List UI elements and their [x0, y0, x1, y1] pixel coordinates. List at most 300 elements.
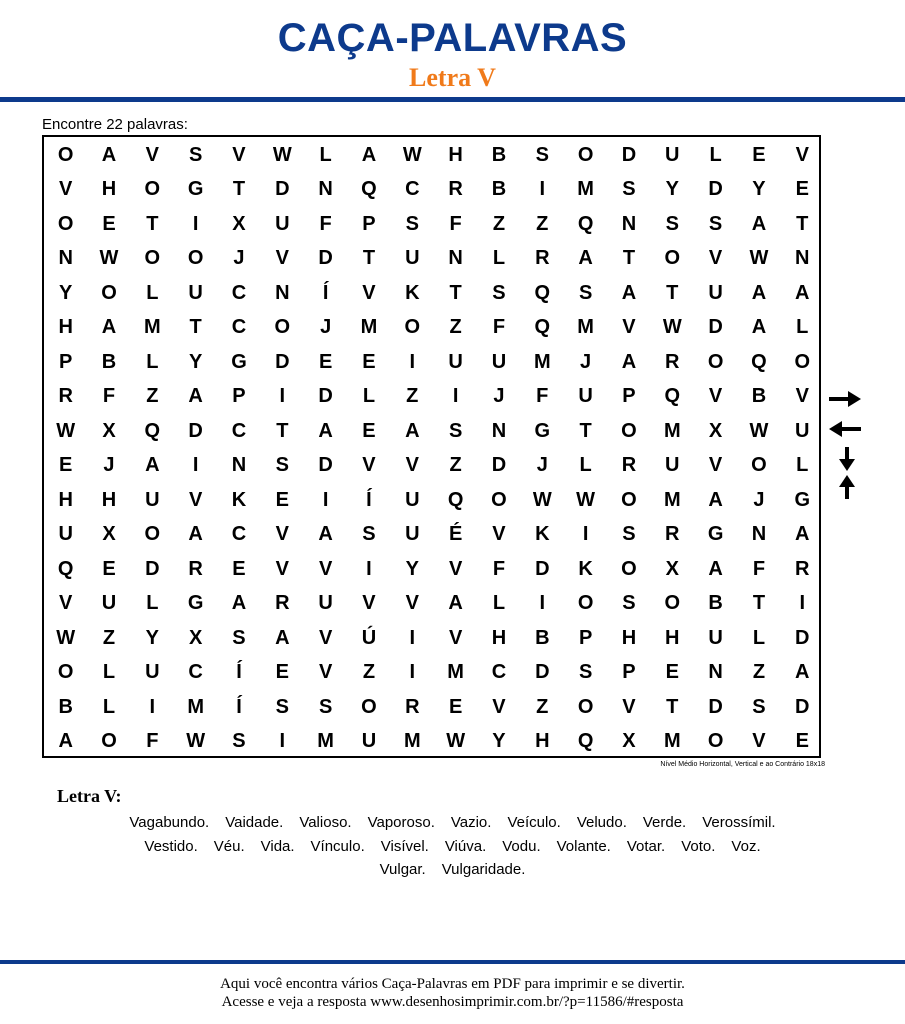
arrow-up-icon [838, 474, 856, 500]
grid-letter: N [751, 523, 767, 545]
grid-letter: A [318, 419, 333, 442]
grid-letter: G [794, 488, 811, 511]
grid-letter: S [275, 454, 289, 476]
grid-letter: T [666, 281, 679, 304]
grid-letter: Í [236, 661, 242, 683]
grid-letter: Q [447, 488, 464, 511]
grid-letter: R [188, 557, 203, 580]
page-title: CAÇA-PALAVRAS [277, 16, 628, 60]
grid-letter: E [318, 350, 333, 373]
grid-letter: Z [146, 385, 159, 407]
grid-letter: Z [536, 695, 549, 718]
grid-letter: O [361, 695, 377, 718]
grid-letter: A [795, 523, 810, 545]
grid-letter: S [752, 695, 766, 718]
grid-letter: E [362, 419, 376, 442]
grid-letter: I [192, 212, 199, 235]
grid-letter: S [622, 178, 636, 200]
level-note: Nível Médio Horizontal, Vertical e ao Contrário 18x18 [660, 761, 825, 768]
grid-letter: A [751, 281, 767, 304]
grid-letter: F [102, 385, 116, 407]
grid-letter: M [533, 350, 551, 373]
grid-letter: D [535, 557, 550, 580]
grid-letter: F [492, 316, 506, 338]
grid-letter: L [796, 316, 809, 338]
grid-letter: X [232, 212, 246, 235]
grid-letter: A [795, 281, 810, 304]
grid-letter: P [58, 350, 73, 373]
grid-letter: V [492, 523, 506, 545]
grid-letter: B [491, 178, 507, 200]
grid-letter: A [405, 419, 420, 442]
grid-letter: N [58, 247, 73, 269]
grid-letter: O [707, 730, 724, 752]
grid-letter: O [577, 695, 594, 718]
grid-letter: V [362, 281, 376, 304]
grid-letter: O [101, 281, 117, 304]
grid-letter: E [448, 695, 463, 718]
grid-letter: T [146, 212, 159, 235]
grid-letter: O [144, 523, 161, 545]
grid-letter: K [405, 281, 420, 304]
grid-letter: D [621, 143, 637, 166]
grid-letter: S [708, 212, 723, 235]
grid-letter: O [621, 557, 637, 580]
grid-letter: U [405, 523, 420, 545]
header-divider [0, 97, 905, 102]
grid-letter: M [187, 695, 204, 718]
grid-letter: J [103, 454, 115, 476]
grid-letter: A [275, 626, 290, 649]
grid-letter: Y [752, 178, 766, 200]
footer-line-1: Aqui você encontra vários Caça-Palavras em PDF para imprimir e se divertir. [220, 976, 685, 992]
grid-letter: L [102, 695, 116, 718]
grid-letter: C [405, 178, 420, 200]
grid-letter: D [795, 626, 810, 649]
grid-letter: Z [362, 661, 376, 683]
grid-letter: L [102, 661, 116, 683]
grid-letter: Í [236, 695, 242, 718]
grid-letter: I [452, 385, 459, 407]
grid-letter: V [318, 626, 333, 649]
word-list-line-3 [0, 860, 905, 880]
grid-letter: H [535, 730, 550, 752]
grid-letter: V [58, 178, 73, 200]
grid-letter: S [578, 281, 593, 304]
grid-letter: H [101, 488, 117, 511]
grid-letter: D [275, 350, 290, 373]
grid-letter: J [320, 316, 332, 338]
grid-letter: L [146, 281, 159, 304]
grid-letter: I [192, 454, 199, 476]
word-item: Vestido. [144, 838, 198, 855]
grid-letter: Z [406, 385, 419, 407]
grid-letter: V [752, 730, 766, 752]
word-item: Vagabundo. [129, 814, 210, 831]
grid-letter: U [708, 281, 723, 304]
grid-letter: V [622, 316, 636, 338]
grid-letter: R [795, 557, 810, 580]
grid-letter: V [188, 488, 203, 511]
grid-letter: O [577, 143, 594, 166]
word-list-line-1 [0, 813, 905, 833]
grid-letter: U [578, 385, 593, 407]
word-item: Veludo. [576, 814, 627, 831]
grid-letter: V [362, 454, 376, 476]
word-list-heading: Letra V: [57, 786, 122, 806]
grid-letter: O [144, 178, 161, 200]
grid-letter: S [232, 730, 246, 752]
grid-letter: N [708, 661, 723, 683]
grid-letter: W [56, 419, 76, 442]
grid-letter: D [708, 178, 723, 200]
word-item: Voz. [731, 838, 761, 855]
grid-letter: O [664, 247, 681, 269]
grid-letter: Z [449, 454, 462, 476]
grid-letter: G [187, 592, 204, 614]
grid-letter: R [58, 385, 73, 407]
grid-letter: L [796, 454, 809, 476]
grid-letter: V [232, 143, 246, 166]
grid-letter: T [189, 316, 202, 338]
grid-letter: S [362, 523, 376, 545]
grid-letter: F [449, 212, 462, 235]
grid-letter: A [188, 523, 203, 545]
grid-letter: X [622, 730, 636, 752]
grid-letter: P [362, 212, 376, 235]
grid-letter: K [535, 523, 550, 545]
grid-letter: F [752, 557, 766, 580]
grid-letter: L [709, 143, 722, 166]
grid-letter: S [578, 661, 593, 683]
grid-letter: É [448, 523, 463, 545]
grid-letter: E [102, 212, 116, 235]
grid-letter: H [448, 143, 463, 166]
grid-letter: V [708, 247, 723, 269]
grid-letter: S [275, 695, 289, 718]
grid-letter: R [275, 592, 290, 614]
grid-letter: N [231, 454, 247, 476]
grid-letter: D [145, 557, 160, 580]
grid-letter: W [186, 730, 206, 752]
grid-letter: N [621, 212, 637, 235]
grid-letter: T [276, 419, 289, 442]
grid-letter: F [536, 385, 549, 407]
grid-letter: A [361, 143, 377, 166]
grid-letter: B [751, 385, 767, 407]
grid-letter: X [665, 557, 679, 580]
grid-letter: K [231, 488, 247, 511]
grid-letter: O [621, 419, 637, 442]
grid-letter: U [101, 592, 117, 614]
arrow-down-icon [838, 446, 856, 472]
grid-letter: L [319, 143, 332, 166]
grid-letter: C [231, 523, 247, 545]
grid-letter: B [101, 350, 117, 373]
grid-letter: E [102, 557, 116, 580]
grid-letter: O [57, 661, 74, 683]
grid-letter: U [145, 488, 160, 511]
grid-letter: L [492, 247, 506, 269]
grid-letter: Y [58, 281, 73, 304]
footer-divider [0, 960, 905, 964]
grid-letter: E [362, 350, 376, 373]
grid-letter: A [188, 385, 203, 407]
grid-letter: Y [145, 626, 159, 649]
grid-letter: O [187, 247, 204, 269]
grid-letter: V [145, 143, 159, 166]
grid-letter: M [663, 730, 681, 752]
grid-letter: F [319, 212, 332, 235]
grid-letter: Ú [361, 626, 377, 649]
grid-letter: O [794, 350, 811, 373]
grid-letter: Í [322, 281, 329, 304]
grid-letter: M [577, 316, 594, 338]
grid-letter: R [621, 454, 637, 476]
grid-letter: I [582, 523, 589, 545]
grid-letter: W [272, 143, 292, 166]
grid-letter: N [318, 178, 333, 200]
grid-letter: L [146, 350, 159, 373]
grid-letter: E [665, 661, 679, 683]
word-item: Valioso. [299, 814, 352, 831]
grid-letter: I [279, 730, 286, 752]
grid-letter: G [534, 419, 551, 442]
grid-letter: U [188, 281, 203, 304]
grid-letter: D [188, 419, 203, 442]
grid-letter: W [749, 247, 769, 269]
grid-letter: S [318, 695, 333, 718]
grid-letter: V [795, 385, 809, 407]
grid-letter: O [57, 212, 74, 235]
grid-letter: J [493, 385, 505, 407]
grid-letter: Q [361, 178, 377, 200]
grid-letter: I [149, 695, 156, 718]
word-item: Vaporoso. [367, 814, 435, 831]
word-item: Vínculo. [310, 838, 365, 855]
grid-letter: D [318, 454, 333, 476]
grid-letter: W [446, 730, 466, 752]
grid-letter: U [405, 247, 420, 269]
grid-letter: B [535, 626, 550, 649]
grid-letter: Q [664, 385, 681, 407]
grid-letter: O [491, 488, 507, 511]
grid-letter: M [663, 419, 681, 442]
grid-letter: B [58, 695, 73, 718]
grid-letter: N [448, 247, 463, 269]
grid-letter: S [448, 419, 463, 442]
grid-letter: Z [752, 661, 766, 683]
grid-letter: M [143, 316, 161, 338]
grid-letter: M [577, 178, 594, 200]
grid-letter: L [146, 592, 159, 614]
grid-letter: V [362, 592, 376, 614]
grid-letter: I [409, 626, 416, 649]
grid-letter: Z [102, 626, 116, 649]
grid-letter: A [621, 350, 637, 373]
grid-letter: I [539, 592, 546, 614]
grid-letter: V [708, 385, 723, 407]
grid-letter: D [491, 454, 507, 476]
grid-letter: S [665, 212, 679, 235]
grid-letter: C [231, 316, 247, 338]
grid-letter: T [232, 178, 246, 200]
grid-letter: O [751, 454, 767, 476]
grid-letter: P [232, 385, 246, 407]
grid-letter: V [492, 695, 506, 718]
grid-letter: Í [366, 488, 372, 511]
grid-letter: W [532, 488, 552, 511]
grid-letter: U [58, 523, 73, 545]
grid-letter: A [621, 281, 637, 304]
word-item: Véu. [213, 838, 245, 855]
grid-letter: U [665, 454, 680, 476]
grid-letter: J [580, 350, 592, 373]
grid-letter: A [795, 661, 810, 683]
grid-letter: F [146, 730, 159, 752]
grid-letter: T [362, 247, 376, 269]
grid-letter: L [362, 385, 376, 407]
grid-letter: I [409, 350, 416, 373]
grid-letter: X [102, 523, 116, 545]
grid-letter: S [622, 523, 636, 545]
grid-letter: P [578, 626, 593, 649]
grid-letter: M [403, 730, 421, 752]
grid-letter: F [492, 557, 506, 580]
word-item: Vaidade. [225, 814, 284, 831]
grid-letter: A [145, 454, 160, 476]
grid-letter: N [491, 419, 507, 442]
grid-letter: E [795, 178, 809, 200]
grid-letter: A [101, 316, 117, 338]
grid-letter: T [752, 592, 766, 614]
grid-letter: U [318, 592, 333, 614]
grid-letter: W [576, 488, 596, 511]
word-item: Verossímil. [702, 814, 776, 831]
grid-letter: U [491, 350, 507, 373]
grid-letter: V [275, 523, 289, 545]
grid-letter: Q [751, 350, 767, 373]
grid-letter: V [448, 626, 463, 649]
grid-letter: H [491, 626, 507, 649]
grid-letter: W [662, 316, 682, 338]
grid-letter: O [621, 488, 637, 511]
footer-line-2: Acesse e veja a resposta www.desenhosimprimir.com.br/?p=11586/#resposta [221, 994, 684, 1010]
grid-letter: M [663, 488, 681, 511]
grid-letter: O [274, 316, 291, 338]
word-list-line-2 [0, 837, 905, 857]
grid-letter: D [318, 385, 333, 407]
word-item: Vodu. [502, 838, 541, 855]
grid-letter: I [366, 557, 372, 580]
grid-letter: A [708, 488, 723, 511]
grid-letter: Z [492, 212, 506, 235]
grid-letter: K [578, 557, 593, 580]
grid-letter: X [102, 419, 116, 442]
grid-letter: X [188, 626, 203, 649]
grid-letter: Q [144, 419, 161, 442]
grid-letter: M [360, 316, 378, 338]
grid-letter: J [753, 488, 765, 511]
grid-letter: G [231, 350, 247, 373]
grid-letter: A [101, 143, 117, 166]
grid-letter: O [404, 316, 421, 338]
grid-letter: Q [577, 212, 594, 235]
grid-letter: H [101, 178, 117, 200]
letter-grid [42, 135, 821, 758]
grid-letter: V [405, 454, 419, 476]
grid-letter: Z [449, 316, 462, 338]
grid-letter: D [708, 316, 723, 338]
word-item: Visível. [380, 838, 429, 855]
page-subtitle: Letra V [409, 63, 496, 92]
word-item: Voto. [681, 838, 716, 855]
grid-letter: W [56, 626, 76, 649]
grid-letter: Y [492, 730, 506, 752]
grid-letter: A [231, 592, 247, 614]
grid-letter: O [664, 592, 681, 614]
grid-letter: I [322, 488, 329, 511]
grid-letter: T [666, 695, 679, 718]
grid-letter: A [448, 592, 463, 614]
grid-letter: S [188, 143, 203, 166]
grid-letter: T [579, 419, 592, 442]
grid-letter: D [275, 178, 290, 200]
grid-letter: S [492, 281, 506, 304]
arrow-left-icon [828, 420, 862, 438]
grid-letter: L [492, 592, 506, 614]
grid-letter: O [57, 143, 74, 166]
grid-letter: C [188, 661, 203, 683]
grid-letter: V [318, 661, 333, 683]
grid-letter: M [447, 661, 464, 683]
word-item: Vida. [260, 838, 295, 855]
grid-letter: U [795, 419, 810, 442]
grid-letter: G [707, 523, 724, 545]
grid-letter: D [318, 247, 333, 269]
grid-letter: C [491, 661, 507, 683]
word-item: Viúva. [444, 838, 487, 855]
grid-letter: L [752, 626, 766, 649]
grid-letter: D [795, 695, 810, 718]
grid-letter: A [318, 523, 333, 545]
grid-letter: J [233, 247, 245, 269]
grid-letter: V [275, 557, 289, 580]
grid-letter: H [58, 488, 73, 511]
grid-letter: H [665, 626, 680, 649]
grid-letter: M [317, 730, 334, 752]
word-item: Veículo. [507, 814, 561, 831]
grid-letter: O [101, 730, 117, 752]
grid-letter: U [361, 730, 377, 752]
grid-letter: V [448, 557, 463, 580]
grid-letter: O [707, 350, 724, 373]
grid-letter: I [409, 661, 416, 683]
grid-letter: A [58, 730, 73, 752]
grid-letter: R [535, 247, 550, 269]
grid-letter: V [405, 592, 419, 614]
grid-letter: S [622, 592, 636, 614]
grid-letter: T [622, 247, 636, 269]
grid-letter: Y [188, 350, 203, 373]
word-item: Vulgaridade. [441, 861, 526, 878]
grid-letter: U [145, 661, 160, 683]
grid-letter: W [402, 143, 422, 166]
grid-letter: A [708, 557, 723, 580]
grid-letter: T [449, 281, 462, 304]
grid-letter: V [622, 695, 636, 718]
grid-letter: E [275, 661, 289, 683]
